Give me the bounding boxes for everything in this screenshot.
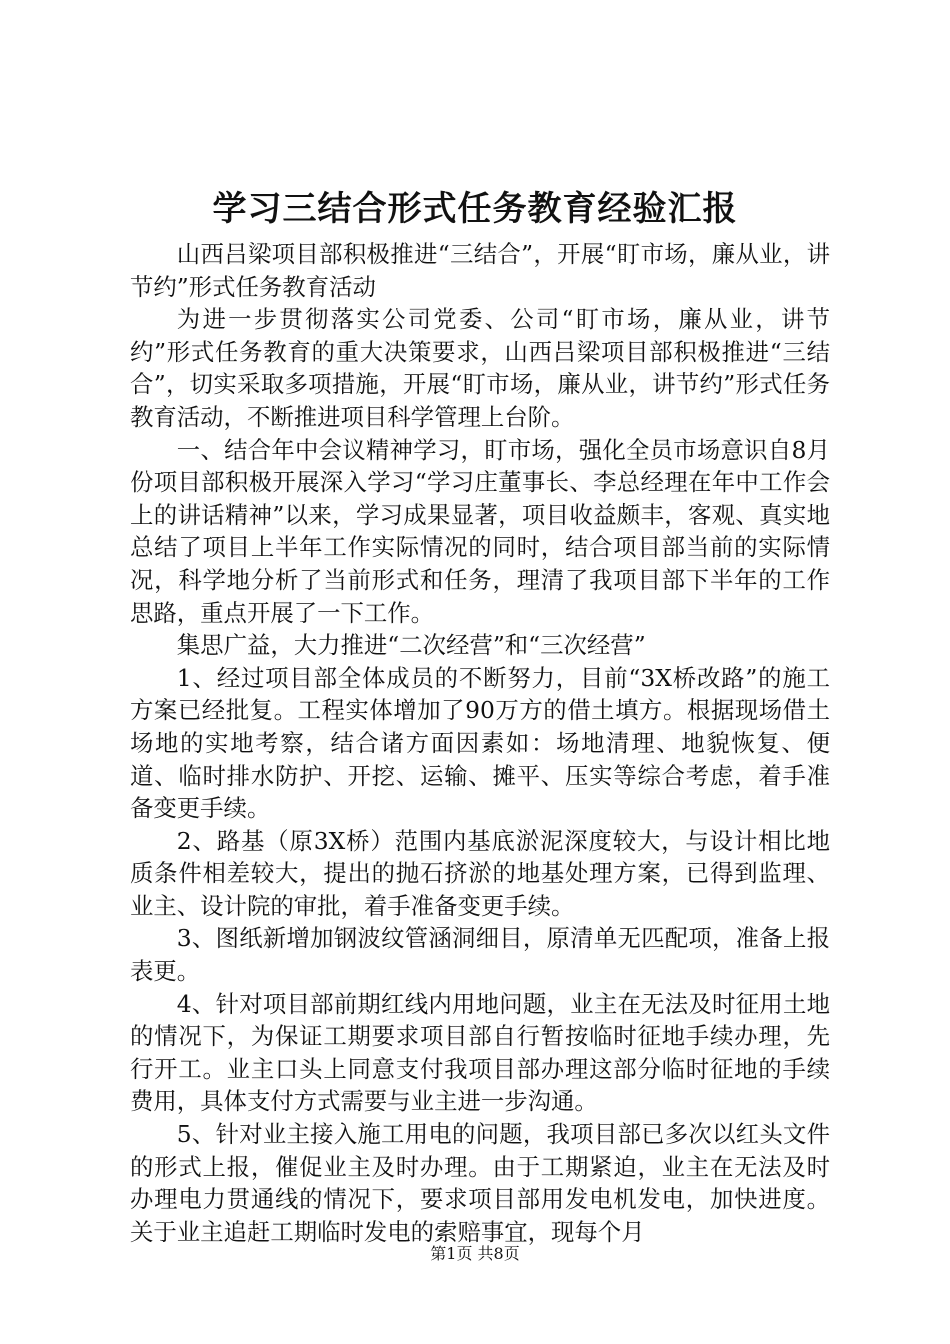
- paragraph-item-3: 3、图纸新增加钢波纹管涵洞细目，原清单无匹配项，准备上报表更。: [130, 924, 830, 986]
- paragraph-subheading: 集思广益，大力推进“二次经营”和“三次经营”: [176, 631, 646, 660]
- paragraph-item-2: 2、路基（原3X桥）范围内基底淤泥深度较大，与设计相比地质条件相差较大，提出的抛石挤淤的地基处理方案，已得到监理、业主、设计院的审批，着手准备变更手续。: [130, 826, 830, 920]
- paragraph-intro: 为进一步贯彻落实公司党委、公司“盯市场，廉从业，讲节约”形式任务教育的重大决策要求，山西吕梁项目部积极推进“三结合”，切实采取多项措施，开展“盯市场，廉从业，讲节约”形式任务教育活动，不断推进项目科学管理上台阶。: [130, 305, 830, 431]
- page-number-footer: 第1页 共8页: [430, 1244, 520, 1263]
- paragraph-section-one: 一、结合年中会议精神学习，盯市场，强化全员市场意识自8月份项目部积极开展深入学习“学习庄董事长、李总经理在年中工作会上的讲话精神”以来，学习成果显著，项目收益颇丰，客观、真实地总结了项目上半年工作实际情况的同时，结合项目部当前的实际情况，科学地分析了当前形式和任务，理清了我项目部下半年的工作思路，重点开展了一下工作。: [130, 435, 830, 627]
- paragraph-item-5: 5、针对业主接入施工用电的问题，我项目部已多次以红头文件的形式上报，催促业主及时办理。由于工期紧迫，业主在无法及时办理电力贯通线的情况下，要求项目部用发电机发电，加快进度。关于业主追赶工期临时发电的索赔事宜，现每个月: [130, 1120, 830, 1246]
- paragraph-item-4: 4、针对项目部前期红线内用地问题，业主在无法及时征用土地的情况下，为保证工期要求项目部自行暂按临时征地手续办理，先行开工。业主口头上同意支付我项目部办理这部分临时征地的手续费用，具体支付方式需要与业主进一步沟通。: [130, 989, 830, 1116]
- document-body: [130, 238, 830, 1248]
- document-title: 学习三结合形式任务教育经验汇报: [212, 189, 738, 229]
- paragraph-heading: 山西吕梁项目部积极推进“三结合”，开展“盯市场，廉从业，讲节约”形式任务教育活动: [130, 240, 830, 301]
- paragraph-item-1: 1、经过项目部全体成员的不断努力，目前“3X桥改路”的施工方案已经批复。工程实体增加了90万方的借土填方。根据现场借土场地的实地考察，结合诸方面因素如：场地清理、地貌恢复、便道、临时排水防护、开挖、运输、摊平、压实等综合考虑，着手准备变更手续。: [130, 663, 830, 823]
